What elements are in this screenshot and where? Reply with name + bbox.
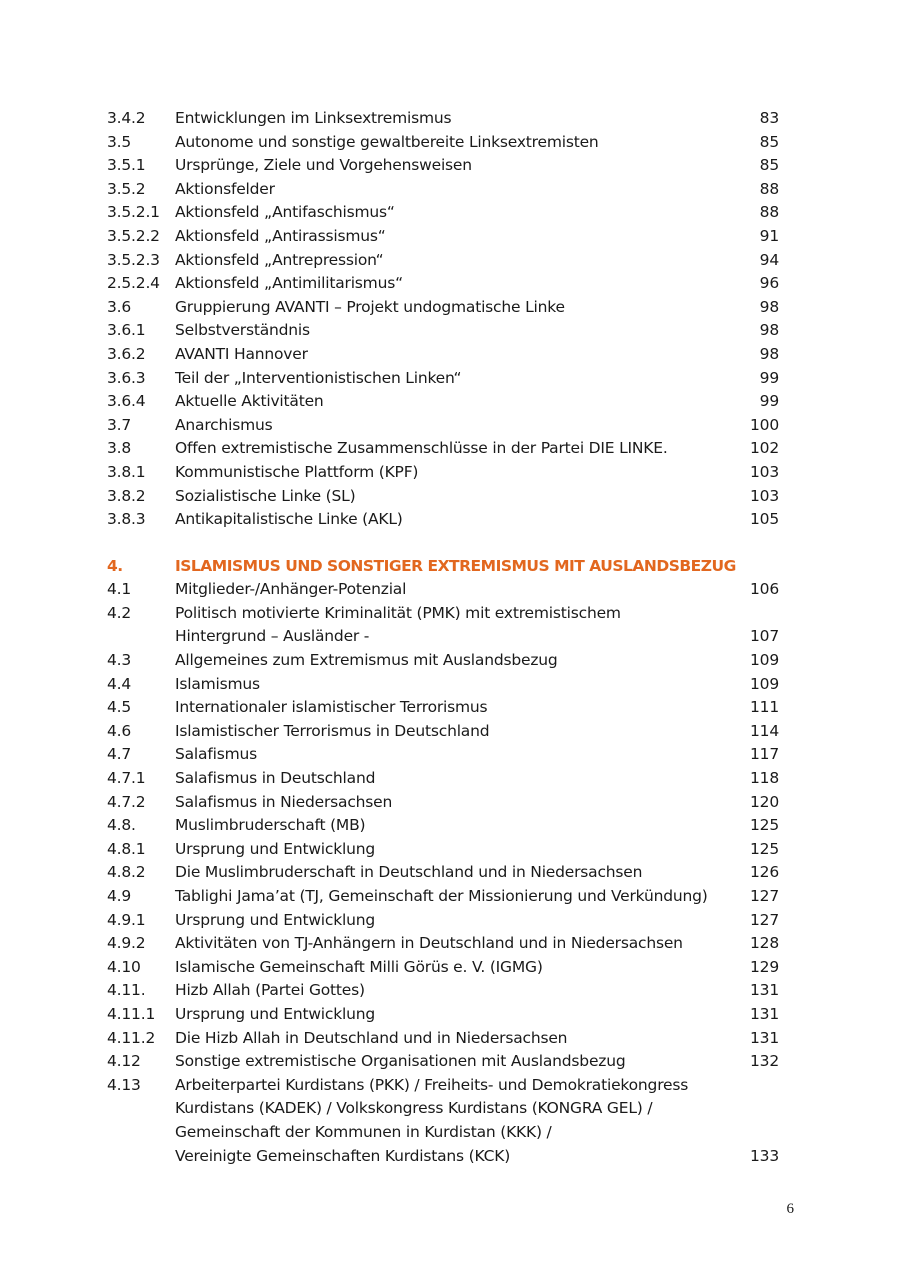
- toc-entry-page: 117: [750, 745, 779, 764]
- toc-entry-number: 3.5.2.1: [107, 203, 160, 222]
- toc-entry-page: 102: [750, 439, 779, 458]
- toc-entry-title: Offen extremistische Zusammenschlüsse in der Partei DIE LINKE.: [175, 439, 668, 458]
- toc-entry[interactable]: [107, 791, 779, 815]
- toc-entry-title: Selbstverständnis: [175, 321, 310, 340]
- toc-entry-number: 4.1: [107, 580, 132, 599]
- toc-entry-title: Ursprung und Entwicklung: [175, 839, 375, 858]
- toc-entry[interactable]: [107, 178, 779, 202]
- toc-entry-page: 94: [759, 250, 779, 269]
- toc-entry[interactable]: [107, 649, 779, 673]
- toc-section-number: 4.: [107, 556, 123, 575]
- toc-entry-number: 4.12: [107, 1052, 141, 1071]
- toc-entry[interactable]: [107, 367, 779, 391]
- toc-entry-number: 3.5: [107, 132, 132, 151]
- toc-entry[interactable]: [107, 296, 779, 320]
- toc-entry-page: 133: [750, 1146, 779, 1165]
- toc-entry-number: 4.11.1: [107, 1004, 156, 1023]
- toc-entry[interactable]: [107, 225, 779, 249]
- toc-entry-title: Salafismus in Deutschland: [175, 769, 376, 788]
- toc-entry-title: Aktuelle Aktivitäten: [175, 392, 324, 411]
- toc-entry-number: 4.8.2: [107, 863, 146, 882]
- toc-entry-title: Sonstige extremistische Organisationen mit Auslandsbezug: [175, 1052, 626, 1071]
- toc-entry[interactable]: [107, 343, 779, 367]
- toc-entry-page: 98: [759, 297, 779, 316]
- toc-entry-title-line: Gemeinschaft der Kommunen in Kurdistan (KKK) /: [175, 1122, 552, 1141]
- toc-entry-page: 111: [750, 698, 779, 717]
- toc-entry-title: Tablighi Jama’at (TJ, Gemeinschaft der Missionierung und Verkündung): [175, 887, 708, 905]
- toc-entry[interactable]: [107, 814, 779, 838]
- toc-entry-page: 99: [759, 392, 779, 411]
- toc-section-4: [107, 578, 779, 1168]
- toc-entry[interactable]: [107, 767, 779, 791]
- toc-entry[interactable]: [107, 956, 779, 980]
- toc-entry-title-line: Politisch motivierte Kriminalität (PMK) mit extremistischem: [175, 603, 621, 622]
- toc-entry-page: 127: [750, 887, 779, 905]
- toc-entry[interactable]: [107, 885, 779, 909]
- toc-entry-title: Islamismus: [175, 674, 260, 693]
- toc-entry-number: 3.5.1: [107, 156, 146, 175]
- toc-entry-title: Ursprung und Entwicklung: [175, 1004, 375, 1023]
- toc-entry-page: 126: [750, 863, 779, 882]
- toc-entry-page: 96: [759, 274, 779, 293]
- toc-entry-page: 85: [759, 156, 779, 175]
- toc-entry-page: 88: [759, 179, 779, 198]
- toc-entry-page: 107: [750, 627, 779, 646]
- toc-entry-number: 3.6.3: [107, 368, 146, 387]
- toc-entry-page: 120: [750, 792, 779, 811]
- toc-entry[interactable]: [107, 319, 779, 343]
- toc-entry-number: 4.8.1: [107, 839, 146, 858]
- toc-entry[interactable]: [107, 578, 779, 602]
- toc-entry-number: 3.8: [107, 439, 132, 458]
- toc-section-heading: [107, 555, 779, 579]
- toc-entry-page: 128: [750, 934, 779, 953]
- toc-entry[interactable]: [107, 602, 779, 649]
- toc-entry-title: Autonome und sonstige gewaltbereite Linksextremisten: [175, 132, 599, 151]
- toc-entry-title: Teil der „Interventionistischen Linken“: [175, 368, 462, 387]
- toc-entry-title: Salafismus: [175, 745, 257, 764]
- toc-entry-page: 91: [759, 226, 779, 245]
- toc-entry-page: 106: [750, 580, 779, 599]
- toc-entry[interactable]: [107, 673, 779, 697]
- page-number: 6: [786, 1201, 794, 1217]
- toc-entry-number: 4.6: [107, 721, 132, 740]
- toc-entry-title: Muslimbruderschaft (MB): [175, 816, 366, 835]
- toc-entry-title: Die Muslimbruderschaft in Deutschland und in Niedersachsen: [175, 863, 643, 882]
- toc-entry[interactable]: [107, 932, 779, 956]
- toc-entry-title: AVANTI Hannover: [175, 344, 308, 363]
- toc-entry[interactable]: [107, 979, 779, 1003]
- toc-entry[interactable]: [107, 508, 779, 532]
- toc-entry-title: Allgemeines zum Extremismus mit Auslandsbezug: [175, 651, 558, 670]
- toc-entry[interactable]: [107, 131, 779, 155]
- toc-entry-number: 4.7.2: [107, 792, 146, 811]
- toc-entry-title: Islamistischer Terrorismus in Deutschland: [175, 721, 490, 740]
- toc-entry[interactable]: [107, 743, 779, 767]
- toc-entry-number: 4.7: [107, 745, 132, 764]
- toc-entry-page: 125: [750, 839, 779, 858]
- toc-entry-title: Ursprünge, Ziele und Vorgehensweisen: [175, 156, 472, 175]
- toc-entry-title-line: Vereinigte Gemeinschaften Kurdistans (KCK): [175, 1146, 511, 1165]
- toc-entry-title-line: Kurdistans (KADEK) / Volkskongress Kurdistans (KONGRA GEL) /: [175, 1099, 653, 1118]
- toc-entry-title: Entwicklungen im Linksextremismus: [175, 109, 452, 127]
- toc-entry[interactable]: [107, 1027, 779, 1051]
- toc-entry-number: 3.4.2: [107, 109, 146, 127]
- toc-entry-number: 4.10: [107, 957, 141, 976]
- toc-entry-title: Mitglieder-/Anhänger-Potenzial: [175, 580, 407, 599]
- toc-entry-page: 132: [750, 1052, 779, 1071]
- toc-entry-title: Aktionsfeld „Antifaschismus“: [175, 203, 395, 222]
- toc-section-3: [107, 107, 779, 532]
- toc-entry[interactable]: [107, 485, 779, 509]
- toc-entry-page: 99: [759, 368, 779, 387]
- toc-entry-page: 114: [750, 721, 779, 740]
- toc-entry-page: 85: [759, 132, 779, 151]
- toc-entry-number: 4.8.: [107, 816, 136, 835]
- toc-entry-number: 4.3: [107, 651, 132, 670]
- toc-entry-page: 127: [750, 910, 779, 929]
- toc-entry-title: Aktionsfeld „Antrepression“: [175, 250, 384, 269]
- toc-entry-title: Die Hizb Allah in Deutschland und in Niedersachsen: [175, 1028, 568, 1047]
- toc-entry-number: 3.6.1: [107, 321, 146, 340]
- toc-entry-number: 4.4: [107, 674, 132, 693]
- toc-entry-title: Sozialistische Linke (SL): [175, 486, 356, 505]
- toc-entry[interactable]: [107, 696, 779, 720]
- toc-entry-number: 2.5.2.4: [107, 274, 160, 293]
- toc-entry[interactable]: [107, 272, 779, 296]
- toc-entry-page: 109: [750, 651, 779, 670]
- toc-entry-page: 125: [750, 816, 779, 835]
- table-of-contents: [107, 107, 779, 1168]
- toc-entry-page: 129: [750, 957, 779, 976]
- toc-entry-title: Hizb Allah (Partei Gottes): [175, 981, 365, 1000]
- toc-entry-number: 3.6: [107, 297, 132, 316]
- toc-entry-number: 3.5.2.3: [107, 250, 160, 269]
- toc-entry-number: 3.6.4: [107, 392, 146, 411]
- toc-entry[interactable]: [107, 1050, 779, 1074]
- toc-entry-number: 4.9.2: [107, 934, 146, 953]
- toc-entry[interactable]: [107, 909, 779, 933]
- toc-entry-number: 3.8.2: [107, 486, 146, 505]
- toc-entry-number: 3.5.2.2: [107, 226, 160, 245]
- toc-entry[interactable]: [107, 838, 779, 862]
- toc-entry-page: 88: [759, 203, 779, 222]
- toc-entry-title: Aktionsfelder: [175, 179, 275, 198]
- toc-entry-page: 131: [750, 1028, 779, 1047]
- toc-entry[interactable]: [107, 1003, 779, 1027]
- toc-entry-title: Antikapitalistische Linke (AKL): [175, 510, 403, 529]
- toc-entry-number: 4.2: [107, 603, 132, 622]
- toc-entry-title-line: Arbeiterpartei Kurdistans (PKK) / Freiheits- und Demokratiekongress: [175, 1075, 689, 1094]
- toc-entry-title: Aktivitäten von TJ-Anhängern in Deutschland und in Niedersachsen: [175, 934, 683, 953]
- toc-entry-number: 4.11.: [107, 981, 146, 1000]
- toc-entry-page: 98: [759, 321, 779, 340]
- toc-entry-page: 109: [750, 674, 779, 693]
- toc-entry-page: 118: [750, 769, 779, 788]
- toc-entry-page: 131: [750, 1004, 779, 1023]
- toc-entry-number: 3.8.3: [107, 510, 146, 529]
- toc-entry-page: 98: [759, 344, 779, 363]
- toc-section-title: ISLAMISMUS UND SONSTIGER EXTREMISMUS MIT AUSLANDSBEZUG: [175, 556, 736, 575]
- toc-entry-number: 4.5: [107, 698, 132, 717]
- toc-entry-page: 100: [750, 415, 779, 434]
- toc-entry[interactable]: [107, 201, 779, 225]
- toc-entry-title: Islamische Gemeinschaft Milli Görüs e. V. (IGMG): [175, 957, 543, 976]
- toc-entry[interactable]: [107, 414, 779, 438]
- toc-entry[interactable]: [107, 1074, 779, 1168]
- toc-entry-number: 3.5.2: [107, 179, 146, 198]
- toc-entry-number: 3.6.2: [107, 344, 146, 363]
- toc-entry-number: 4.13: [107, 1075, 141, 1094]
- toc-entry[interactable]: [107, 437, 779, 461]
- toc-entry[interactable]: [107, 461, 779, 485]
- toc-entry[interactable]: [107, 107, 779, 131]
- toc-entry-title: Aktionsfeld „Antirassismus“: [175, 226, 386, 245]
- toc-entry-number: 4.11.2: [107, 1028, 156, 1047]
- toc-entry[interactable]: [107, 249, 779, 273]
- toc-entry-title: Anarchismus: [175, 415, 273, 434]
- toc-entry-title: Salafismus in Niedersachsen: [175, 792, 393, 811]
- toc-entry[interactable]: [107, 390, 779, 414]
- toc-entry-page: 103: [750, 486, 779, 505]
- toc-entry-title-line: Hintergrund – Ausländer -: [175, 627, 370, 646]
- toc-entry[interactable]: [107, 861, 779, 885]
- toc-entry[interactable]: [107, 720, 779, 744]
- toc-entry-title: [175, 1074, 719, 1168]
- toc-entry-page: 83: [759, 109, 779, 127]
- toc-entry[interactable]: [107, 154, 779, 178]
- toc-entry-page: 103: [750, 462, 779, 481]
- toc-entry-page: 105: [750, 510, 779, 529]
- toc-entry-title: [175, 602, 719, 649]
- toc-entry-title: Gruppierung AVANTI – Projekt undogmatische Linke: [175, 297, 565, 316]
- toc-entry-page: 131: [750, 981, 779, 1000]
- toc-entry-number: 3.8.1: [107, 462, 146, 481]
- toc-entry-title: Ursprung und Entwicklung: [175, 910, 375, 929]
- toc-entry-number: 4.7.1: [107, 769, 146, 788]
- toc-entry-title: Kommunistische Plattform (KPF): [175, 462, 419, 481]
- toc-entry-title: Aktionsfeld „Antimilitarismus“: [175, 274, 403, 293]
- toc-entry-number: 4.9: [107, 887, 132, 905]
- toc-entry-title: Internationaler islamistischer Terrorismus: [175, 698, 488, 717]
- toc-entry-number: 4.9.1: [107, 910, 146, 929]
- toc-entry-number: 3.7: [107, 415, 132, 434]
